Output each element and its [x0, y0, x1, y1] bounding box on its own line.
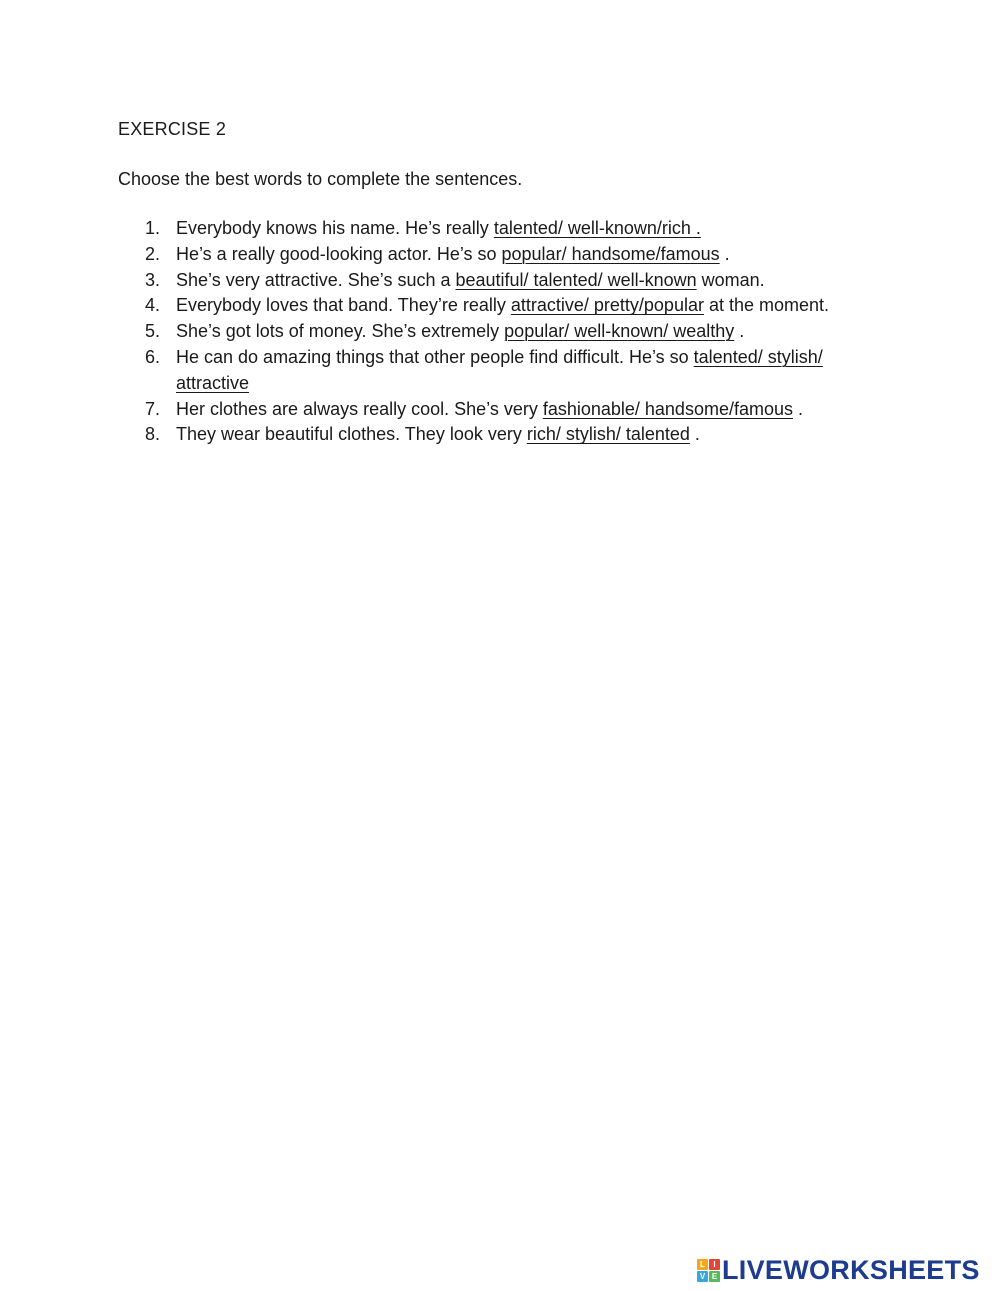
- sentence-item: [118, 319, 878, 345]
- sentence-text: He can do amazing things that other people find difficult. He’s so: [176, 346, 694, 367]
- exercise-title: EXERCISE 2: [118, 119, 227, 139]
- logo-block: E: [709, 1271, 720, 1282]
- sentence-item: [118, 268, 878, 294]
- item-number: 3.: [145, 269, 161, 290]
- word-choices[interactable]: fashionable/ handsome/famous: [542, 398, 793, 419]
- word-choices[interactable]: rich/ stylish/ talented: [526, 424, 690, 445]
- item-number: 5.: [145, 321, 161, 342]
- word-choices[interactable]: talented/ well-known/rich .: [493, 218, 701, 238]
- sentence-end: .: [734, 321, 745, 342]
- sentence-item: [118, 216, 878, 242]
- sentence-text: He’s a really good-looking actor. He’s so: [176, 243, 502, 264]
- logo-mark-icon: [697, 1259, 720, 1282]
- logo-block: I: [709, 1259, 720, 1270]
- item-number: 4.: [145, 295, 161, 316]
- logo-text: LIVEWORKSHEETS: [722, 1254, 980, 1285]
- sentence-item: [118, 242, 878, 268]
- item-number: 1.: [145, 218, 161, 238]
- sentence-item: [118, 345, 878, 397]
- sentence-text: Everybody knows his name. He’s really: [176, 218, 494, 238]
- word-choices[interactable]: attractive/ pretty/popular: [510, 295, 704, 316]
- logo-block: L: [697, 1259, 708, 1270]
- sentence-item: [118, 293, 878, 319]
- sentence-end: .: [793, 398, 804, 419]
- sentence-text: Her clothes are always really cool. She’s very: [176, 398, 543, 419]
- word-choices[interactable]: beautiful/ talented/ well-known: [455, 269, 697, 290]
- sentence-end: at the moment.: [703, 295, 830, 316]
- sentence-item: [118, 397, 878, 423]
- sentence-list: [118, 216, 878, 448]
- liveworksheets-logo: [697, 1255, 980, 1285]
- sentence-item: [118, 422, 878, 448]
- sentence-text: They wear beautiful clothes. They look very: [176, 424, 527, 445]
- logo-block: V: [697, 1271, 708, 1282]
- word-choices[interactable]: talented/ stylish/ attractive: [176, 346, 823, 393]
- item-number: 7.: [145, 398, 161, 419]
- item-number: 6.: [145, 346, 161, 367]
- exercise-instructions: Choose the best words to complete the sentences.: [118, 169, 523, 189]
- sentence-text: Everybody loves that band. They’re really: [176, 295, 511, 316]
- word-choices[interactable]: popular/ well-known/ wealthy: [504, 321, 735, 342]
- sentence-end: woman.: [696, 269, 765, 290]
- sentence-text: She’s very attractive. She’s such a: [176, 269, 456, 290]
- sentence-end: .: [689, 424, 700, 445]
- item-number: 2.: [145, 243, 161, 264]
- sentence-end: .: [719, 243, 730, 264]
- word-choices[interactable]: popular/ handsome/famous: [501, 243, 720, 264]
- item-number: 8.: [145, 424, 161, 445]
- sentence-text: She’s got lots of money. She’s extremely: [176, 321, 505, 342]
